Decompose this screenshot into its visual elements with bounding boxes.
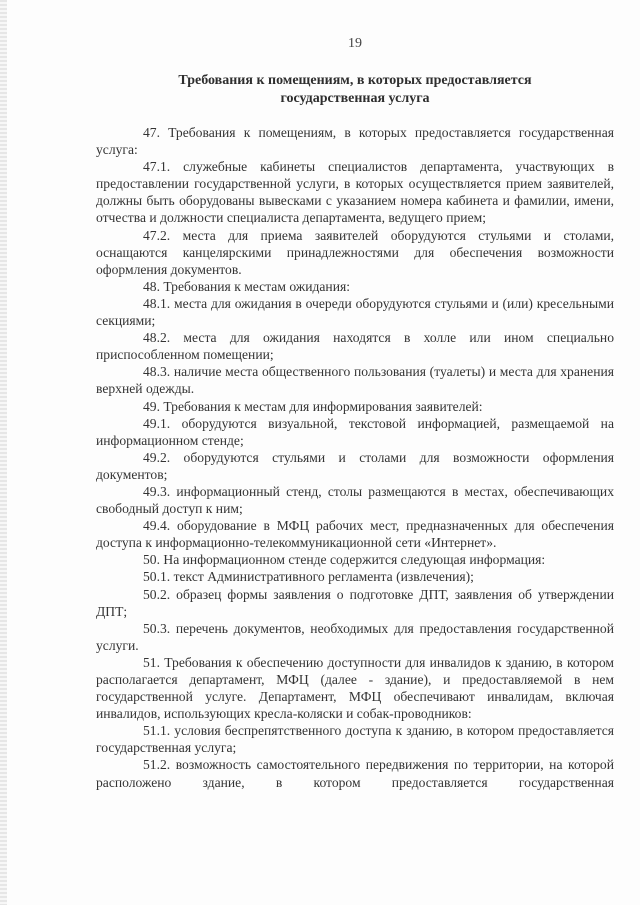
paragraph-48: 48. Требования к местам ожидания: [143, 278, 350, 294]
paragraph-49-1: 49.1. оборудуются визуальной, текстовой информацией, размещаемой на информационном стенде; [96, 415, 614, 448]
paragraph-47: 47. Требования к помещениям, в которых предоставляется государственная услуга: [96, 125, 614, 158]
paragraph-51-2: 51.2. возможность самостоятельного передвижения по территории, на которой расположено здание, в котором предоставляется государственная [96, 757, 614, 790]
paragraph-48-1: 48.1. места для ожидания в очереди оборудуются стульями и (или) кресельными секциями; [96, 295, 614, 329]
paragraph-50-1: 50.1. текст Административного регламента (извлечения); [143, 569, 474, 585]
paragraph-48-2: 48.2. места для ожидания находятся в холле или ином специально приспособленном помещении; [96, 330, 614, 363]
paragraph-49: 49. Требования к местам для информирования заявителей: [143, 398, 483, 414]
paragraph-47-2: 47.2. места для приема заявителей оборудуются стульями и столами, оснащаются канцелярскими принадлежностями для обеспечения возможности оформления документов. [96, 227, 614, 277]
paragraph-49-3: 49.3. информационный стенд, столы размещаются в местах, обеспечивающих свободный доступ к ним; [96, 483, 614, 517]
paragraph-51: 51. Требования к обеспечению доступности для инвалидов к зданию, в котором располагается департамент, МФЦ (далее - здание), и предоставляемой в нем государственной услуге. Департамент, МФЦ обеспечивают инвалидам, включая инвалидов, использующих кресла-коляски и собак-проводников: [96, 654, 614, 722]
section-heading-line-2: государственная услуга [280, 91, 430, 106]
paragraph-47-1: 47.1. служебные кабинеты специалистов департамента, участвующих в предоставлении государственной услуги, в которых осуществляется прием заявителей, должны быть оборудованы вывесками с указанием номера кабинета и фамилии, имени, отчества и должности специалиста департамента, ведущего прием; [96, 159, 614, 226]
page-number: 19 [348, 36, 362, 51]
paragraph-49-4: 49.4. оборудование в МФЦ рабочих мест, предназначенных для обеспечения доступа к информационно-телекоммуникационной сети «Интернет». [96, 518, 614, 551]
paragraph-50: 50. На информационном стенде содержится следующая информация: [143, 552, 546, 568]
paragraph-50-2: 50.2. образец формы заявления о подготовке ДПТ, заявления об утверждении ДПТ; [96, 586, 614, 619]
section-heading-line-1: Требования к помещениям, в которых предоставляется [178, 73, 532, 88]
paragraph-49-2: 49.2. оборудуются стульями и столами для возможности оформления документов; [96, 449, 614, 482]
document-body [96, 124, 614, 791]
paragraph-50-3: 50.3. перечень документов, необходимых для предоставления государственной услуги. [96, 620, 614, 653]
paragraph-51-1: 51.1. условия беспрепятственного доступа к зданию, в котором предоставляется государственная услуга; [96, 723, 614, 756]
section-heading [0, 72, 640, 108]
paragraph-48-3: 48.3. наличие места общественного пользования (туалеты) и места для хранения верхней одежды. [96, 364, 614, 397]
scan-edge [0, 0, 7, 905]
